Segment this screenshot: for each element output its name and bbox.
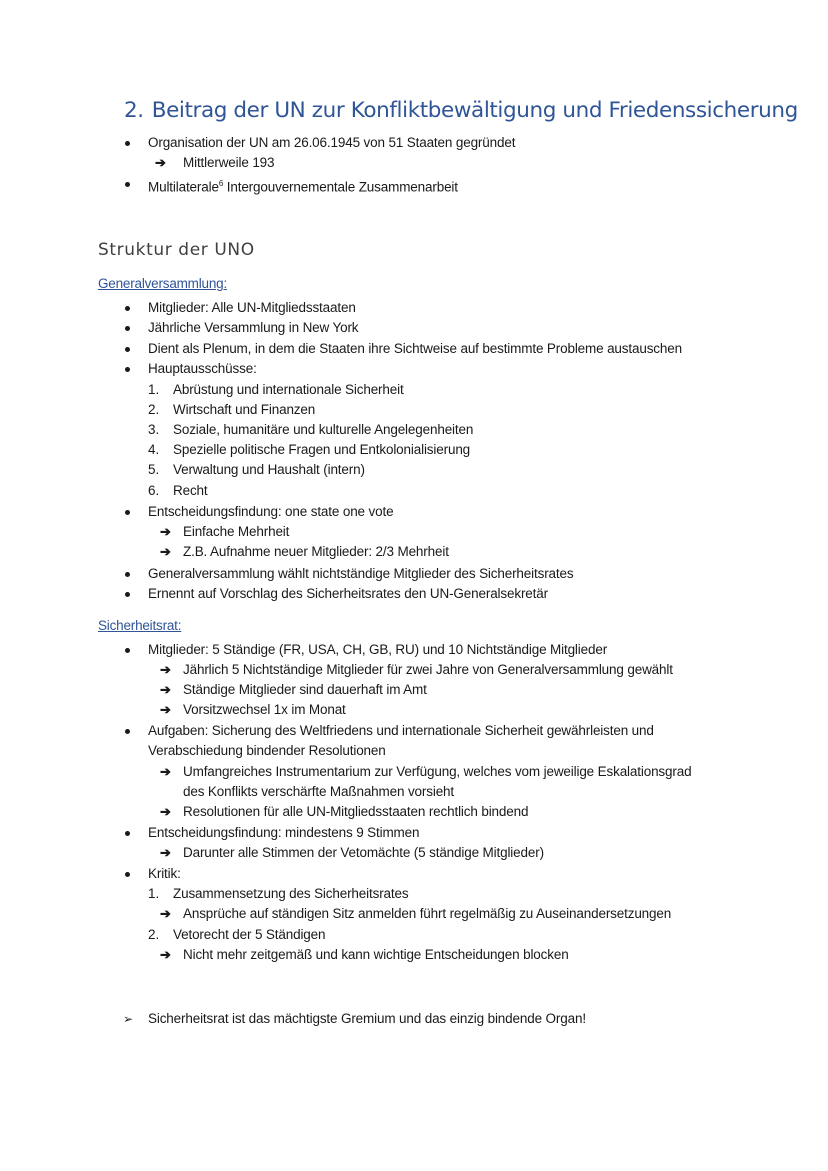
committee-item: Soziale, humanitäre und kulturelle Angelegenheiten — [173, 422, 474, 437]
list-item: Entscheidungsfindung: one state one vote — [148, 504, 394, 519]
subheading-sicherheitsrat: Sicherheitsrat: — [98, 618, 182, 633]
list-item: Mittlerweile 193 — [183, 155, 275, 170]
chevron-right-icon: ➢ — [123, 1012, 134, 1026]
list-number: 1. — [148, 886, 160, 901]
list-item: Jährlich 5 Nichtständige Mitglieder für zwei Jahre von Generalversammlung gewählt — [183, 662, 673, 677]
bullet-icon — [125, 326, 130, 331]
list-number: 3. — [148, 422, 160, 437]
list-item: Darunter alle Stimmen der Vetomächte (5 ständige Mitglieder) — [183, 845, 544, 860]
arrow-icon: ➔ — [160, 906, 171, 921]
committee-item: Verwaltung und Haushalt (intern) — [173, 462, 365, 477]
arrow-icon: ➔ — [160, 682, 171, 697]
list-number: 2. — [148, 927, 160, 942]
arrow-icon: ➔ — [160, 764, 171, 779]
footnote-ref[interactable]: 6 — [218, 179, 224, 188]
bullet-icon — [125, 648, 130, 653]
list-item: Ständige Mitglieder sind dauerhaft im Amt — [183, 682, 427, 697]
list-number: 1. — [148, 382, 160, 397]
committee-item: Recht — [173, 483, 208, 498]
bullet-icon — [125, 182, 130, 187]
list-item: Resolutionen für alle UN-Mitgliedsstaaten rechtlich bindend — [183, 804, 529, 819]
list-item: Einfache Mehrheit — [183, 524, 290, 539]
list-item: Entscheidungsfindung: mindestens 9 Stimmen — [148, 825, 420, 840]
chapter-heading — [124, 98, 798, 123]
bullet-icon — [125, 347, 130, 352]
section-title: Struktur der UNO — [98, 240, 255, 260]
list-item — [148, 175, 458, 197]
list-item: Ansprüche auf ständigen Sitz anmelden führt regelmäßig zu Auseinandersetzungen — [183, 906, 672, 921]
bullet-icon — [125, 572, 130, 577]
list-item: Umfangreiches Instrumentarium zur Verfügung, welches vom jeweilige Eskalationsgrad — [183, 764, 692, 779]
subheading-generalversammlung: Generalversammlung: — [98, 276, 228, 291]
arrow-icon: ➔ — [160, 845, 171, 860]
list-item: Organisation der UN am 26.06.1945 von 51 Staaten gegründet — [148, 135, 516, 150]
bullet-icon — [125, 729, 130, 734]
list-item: Kritik: — [148, 866, 181, 881]
arrow-icon: ➔ — [160, 544, 171, 559]
list-number: 5. — [148, 462, 160, 477]
bullet-icon — [125, 592, 130, 597]
bullet-icon — [125, 831, 130, 836]
bullet-icon — [125, 141, 130, 146]
list-item-continuation: Verabschiedung bindender Resolutionen — [148, 743, 386, 758]
list-item: Mitglieder: Alle UN-Mitgliedsstaaten — [148, 300, 356, 315]
list-item: Mitglieder: 5 Ständige (FR, USA, CH, GB, RU) und 10 Nichtständige Mitglieder — [148, 642, 608, 657]
list-item: Dient als Plenum, in dem die Staaten ihre Sichtweise auf bestimmte Probleme austauschen — [148, 341, 682, 356]
text: Multilaterale — [148, 179, 219, 195]
text: Intergouvernementale Zusammenarbeit — [223, 179, 458, 195]
list-item-continuation: des Konflikts verschärfte Maßnahmen vorsieht — [183, 784, 455, 799]
committee-item: Abrüstung und internationale Sicherheit — [173, 382, 404, 397]
list-number: 2. — [148, 402, 160, 417]
critique-item: Zusammensetzung des Sicherheitsrates — [173, 886, 409, 901]
list-number: 4. — [148, 442, 160, 457]
committee-item: Spezielle politische Fragen und Entkolonialisierung — [173, 442, 471, 457]
arrow-icon: ➔ — [155, 155, 166, 170]
arrow-icon: ➔ — [160, 524, 171, 539]
bullet-icon — [125, 872, 130, 877]
heading-text: Beitrag der UN zur Konfliktbewältigung und Friedenssicherung — [151, 98, 798, 123]
list-item: Z.B. Aufnahme neuer Mitglieder: 2/3 Mehrheit — [183, 544, 449, 559]
conclusion: Sicherheitsrat ist das mächtigste Gremium und das einzig bindende Organ! — [148, 1011, 586, 1026]
bullet-icon — [125, 367, 130, 372]
arrow-icon: ➔ — [160, 804, 171, 819]
list-item: Ernennt auf Vorschlag des Sicherheitsrates den UN-Generalsekretär — [148, 586, 548, 601]
bullet-icon — [125, 510, 130, 515]
list-number: 6. — [148, 483, 160, 498]
arrow-icon: ➔ — [160, 702, 171, 717]
committee-item: Wirtschaft und Finanzen — [173, 402, 316, 417]
list-item: Nicht mehr zeitgemäß und kann wichtige Entscheidungen blocken — [183, 947, 569, 962]
list-item: Vorsitzwechsel 1x im Monat — [183, 702, 346, 717]
arrow-icon: ➔ — [160, 947, 171, 962]
list-item: Generalversammlung wählt nichtständige Mitglieder des Sicherheitsrates — [148, 566, 574, 581]
list-item: Aufgaben: Sicherung des Weltfriedens und internationale Sicherheit gewährleisten und — [148, 723, 654, 738]
list-item: Hauptausschüsse: — [148, 361, 257, 376]
critique-item: Vetorecht der 5 Ständigen — [173, 927, 326, 942]
list-item: Jährliche Versammlung in New York — [148, 320, 359, 335]
heading-number: 2. — [124, 98, 144, 123]
arrow-icon: ➔ — [160, 662, 171, 677]
bullet-icon — [125, 306, 130, 311]
